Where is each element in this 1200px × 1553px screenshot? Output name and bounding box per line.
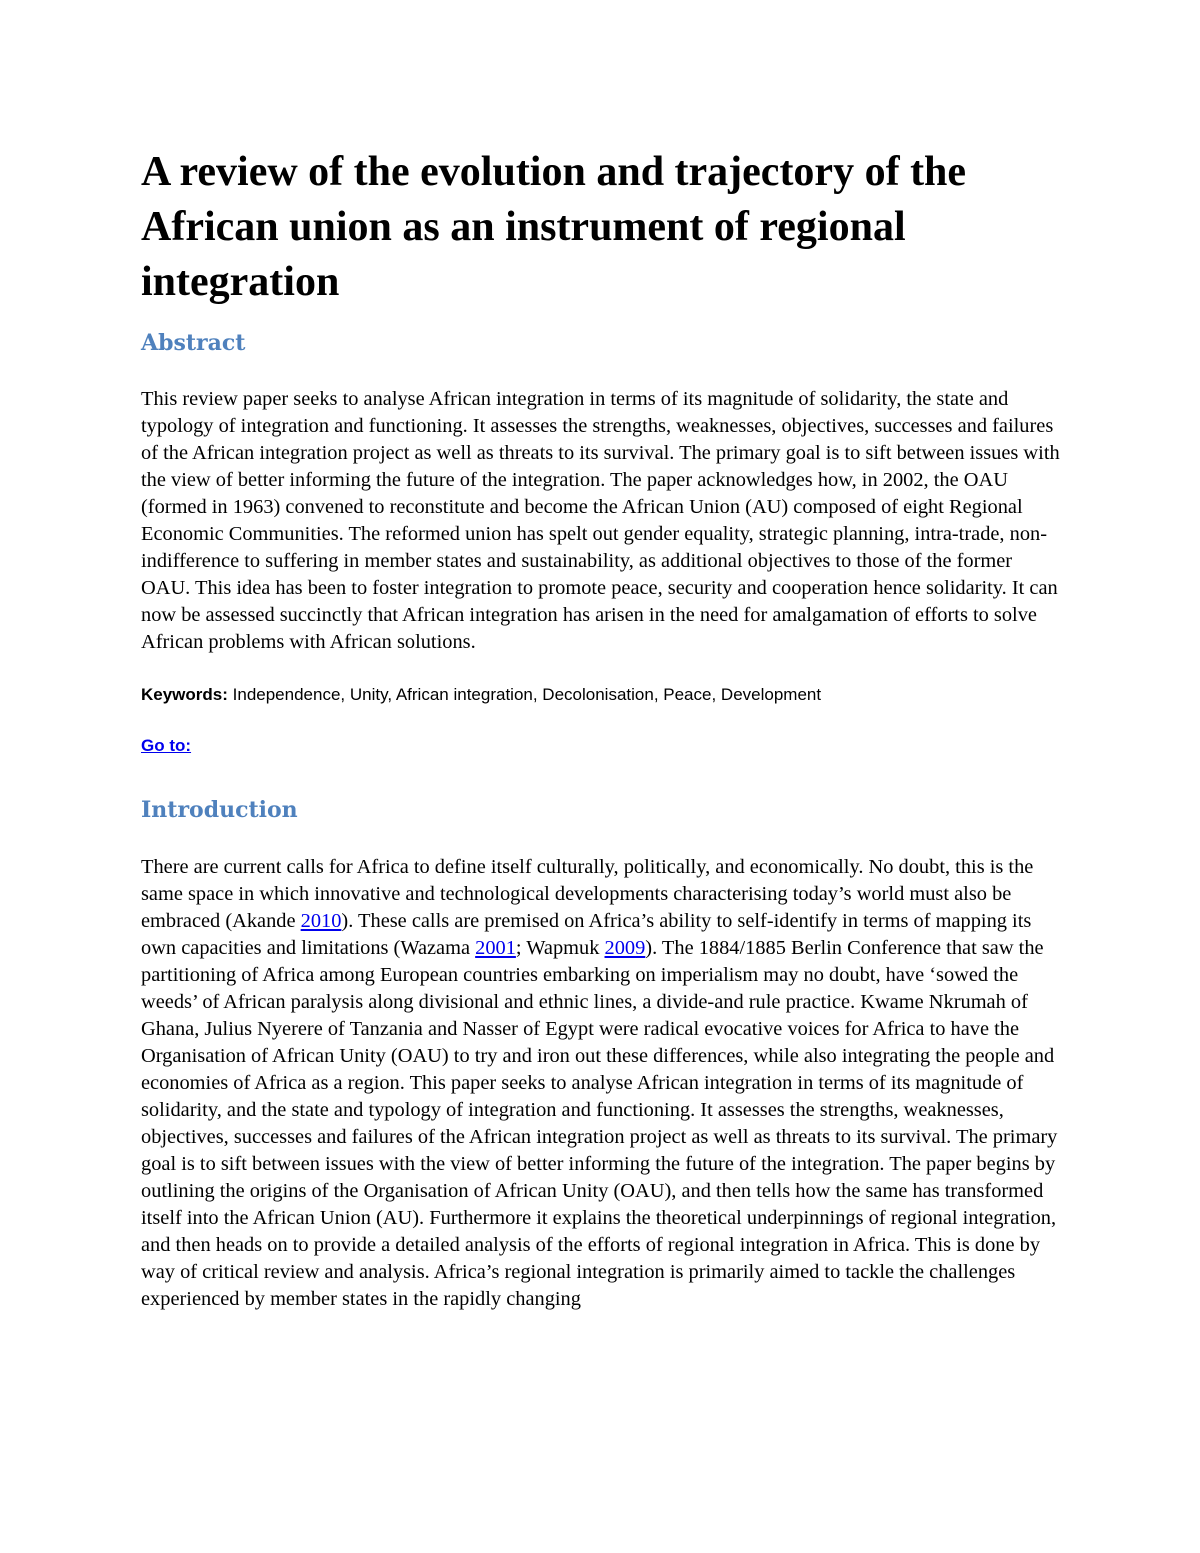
goto-link[interactable]: Go to: — [141, 736, 192, 755]
abstract-text: This review paper seeks to analyse African integration in terms of its magnitude of solidarity, the state and typology of integration and functioning. It assesses the strengths, weaknesses, objectives, successes and failures of the African integration project as well as threats to its survival. The primary goal is to sift between issues with the view of better informing the future of the integration. The paper acknowledges how, in 2002, the OAU (formed in 1963) convened to reconstitute and become the African Union (AU) composed of eight Regional Economic Communities. The reformed union has spelt out gender equality, strategic planning, intra-trade, non-indifference to suffering in member states and sustainability, as additional objectives to those of the former OAU. This idea has been to foster integration to promote peace, security and cooperation hence solidarity. It can now be assessed succinctly that African integration has arisen in the need for amalgamation of efforts to solve African problems with African solutions. — [141, 388, 1060, 653]
intro-segment-4: ). The 1884/1885 Berlin Conference that saw the partitioning of Africa among European countries embarking on imperialism may no doubt, have ‘sowed the weeds’ of African paralysis along divisional and ethnic lines, a divide-and rule practice. Kwame Nkrumah of Ghana, Julius Nyerere of Tanzania and Nasser of Egypt were radical evocative voices for Africa to have the Organisation of African Unity (OAU) to try and iron out these differences, while also integrating the people and economies of Africa as a region. This paper seeks to analyse African integration in terms of its magnitude of solidarity, and the state and typology of integration and functioning. It assesses the strengths, weaknesses, objectives, successes and failures of the African integration project as well as threats to its survival. The primary goal is to sift between issues with the view of better informing the future of the integration. The paper begins by outlining the origins of the Organisation of African Unity (OAU), and then tells how the same has transformed itself into the African Union (AU). Furthermore it explains the theoretical underpinnings of regional integration, and then heads on to provide a detailed analysis of the efforts of regional integration in Africa. This is done by way of critical review and analysis. Africa’s regional integration is primarily aimed to tackle the challenges experienced by member states in the rapidly changing — [141, 937, 1058, 1310]
keywords-label: Keywords: — [141, 685, 228, 704]
document-title: A review of the evolution and trajectory of the African union as an instrument of regional integration — [141, 149, 967, 305]
intro-segment-1: There are current calls for Africa to define itself culturally, politically, and economically. No doubt, this is the same space in which innovative and technological developments characterising today’s world must also be embraced (Akande — [141, 856, 1034, 932]
goto-line — [141, 734, 1066, 758]
citation-link-wazama-2001[interactable]: 2001 — [475, 937, 516, 959]
abstract-heading: Abstract — [141, 330, 246, 356]
keywords-line — [141, 683, 1066, 707]
citation-link-wapmuk-2009[interactable]: 2009 — [604, 937, 646, 959]
introduction-text — [141, 854, 1066, 1313]
document-page — [141, 145, 1066, 1313]
citation-link-akande-2010[interactable]: 2010 — [300, 910, 342, 932]
keywords-list: Independence, Unity, African integration, Decolonisation, Peace, Development — [227, 685, 822, 704]
intro-segment-2: ). These calls are premised on Africa’s ability to self-identify in terms of mapping its own capacities and limitations (Wazama — [141, 910, 1032, 959]
introduction-heading: Introduction — [141, 797, 298, 823]
intro-segment-3: ; Wapmuk — [515, 937, 605, 959]
